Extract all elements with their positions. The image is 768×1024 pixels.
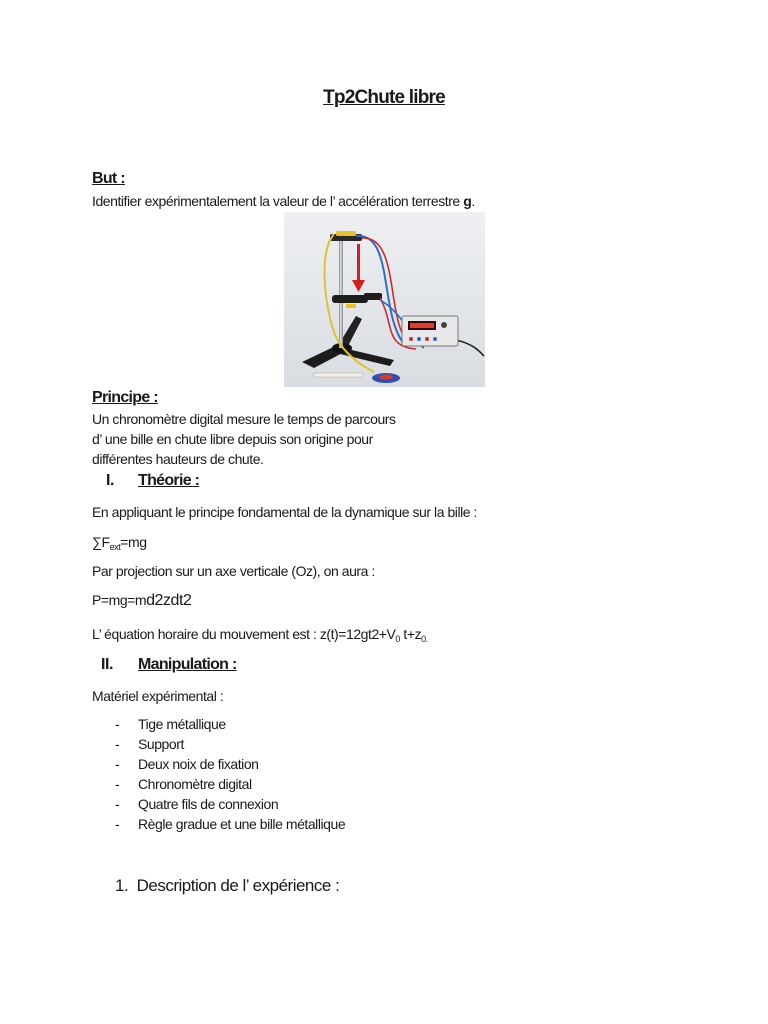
weight-equation: P=mg=md2zdt2 bbox=[92, 592, 192, 609]
list-item: - Quatre fils de connexion bbox=[115, 796, 279, 812]
theorie-heading: Théorie : bbox=[138, 472, 200, 489]
description-heading: 1. Description de l’ expérience : bbox=[115, 876, 340, 895]
principe-heading: Principe : bbox=[92, 389, 158, 406]
experiment-photo bbox=[284, 212, 485, 387]
manipulation-number: II. bbox=[101, 656, 113, 673]
theorie-line-1: En appliquant le principe fondamental de la dynamique sur la bille : bbox=[92, 504, 477, 520]
hourly-equation: L’ équation horaire du mouvement est : $z(t)=12gt2+V_0$ $t+z_{0.}$ bbox=[92, 626, 428, 644]
list-item: - Règle gradue et une bille métallique bbox=[115, 816, 346, 832]
theorie-number: I. bbox=[106, 472, 114, 489]
but-heading: But : bbox=[92, 170, 125, 187]
manipulation-heading: Manipulation : bbox=[138, 656, 237, 673]
materiel-list bbox=[115, 716, 345, 836]
principe-line-2: d’ une bille en chute libre depuis son origine pour bbox=[92, 431, 373, 447]
list-item: - Support bbox=[115, 736, 184, 752]
but-text: Identifier expérimentalement la valeur de l’ accélération terrestre g. bbox=[92, 193, 475, 209]
sum-forces-equation: $\sum F_{ext}=mg$ bbox=[92, 534, 147, 552]
document-title: Tp2Chute libre bbox=[323, 87, 445, 108]
principe-line-3: différentes hauteurs de chute. bbox=[92, 451, 264, 467]
list-item: - Deux noix de fixation bbox=[115, 756, 259, 772]
principe-line-1: Un chronomètre digital mesure le temps de parcours bbox=[92, 411, 396, 427]
list-item: - Chronomètre digital bbox=[115, 776, 252, 792]
list-item: - Tige métallique bbox=[115, 716, 226, 732]
materiel-label: Matériel expérimental : bbox=[92, 688, 224, 704]
theorie-line-3: Par projection sur un axe verticale (Oz), on aura : bbox=[92, 563, 375, 579]
